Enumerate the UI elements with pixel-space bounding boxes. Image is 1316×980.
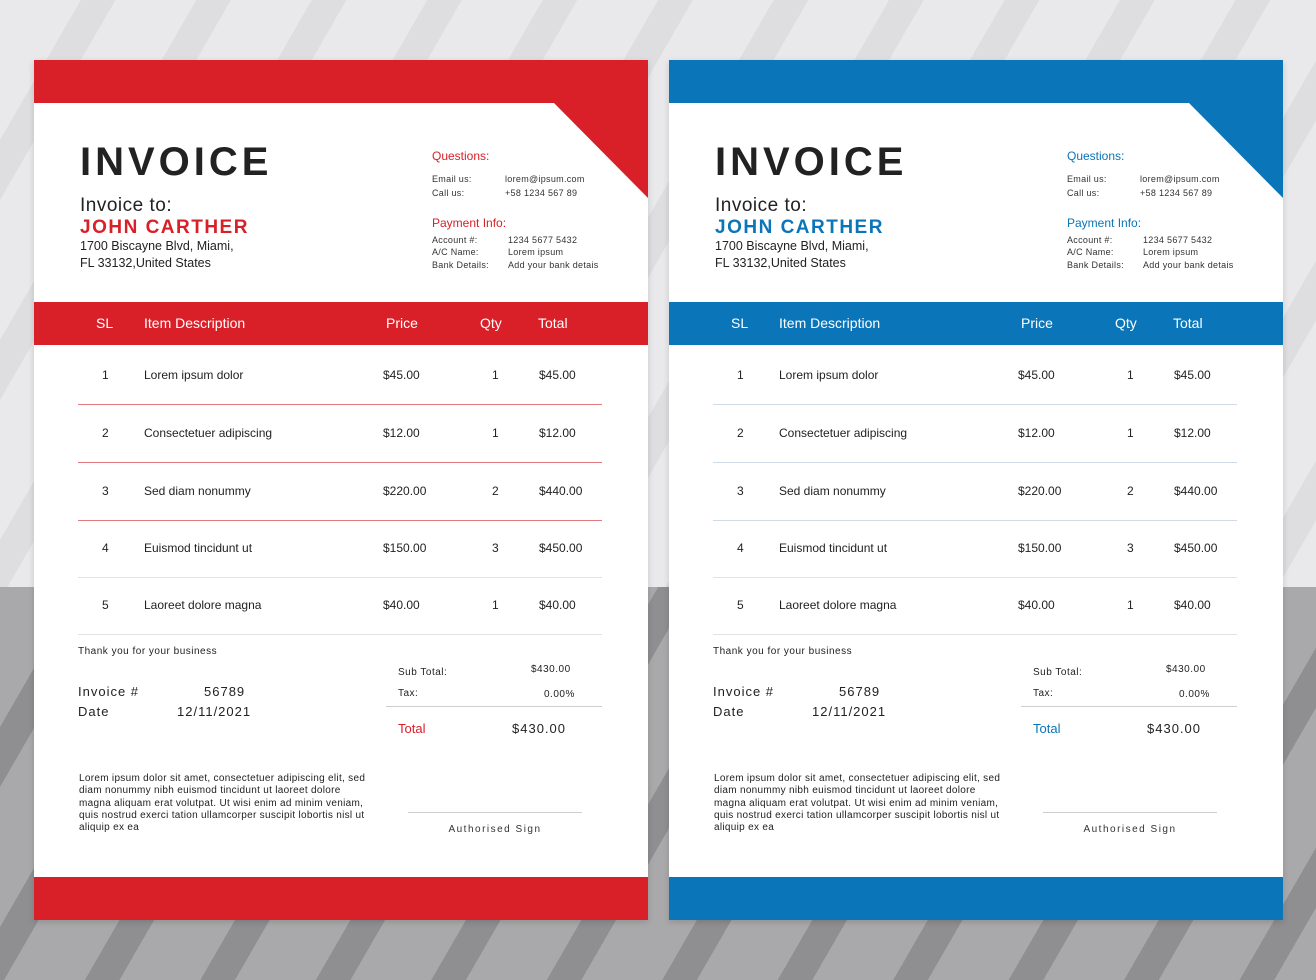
row-sl: 1 <box>102 368 109 382</box>
tax-value: 0.00% <box>544 689 575 700</box>
row-price: $40.00 <box>383 598 420 612</box>
address-line-1: 1700 Biscayne Blvd, Miami, <box>715 239 869 253</box>
row-price: $45.00 <box>383 368 420 382</box>
row-sl: 3 <box>737 484 744 498</box>
row-sl: 4 <box>737 541 744 555</box>
row-sl: 2 <box>102 426 109 440</box>
row-price: $150.00 <box>1018 541 1062 555</box>
column-header-qty: Qty <box>1115 315 1137 331</box>
row-qty: 1 <box>1127 368 1134 382</box>
row-price: $220.00 <box>383 484 427 498</box>
column-header-sl: SL <box>96 315 114 331</box>
table-row <box>713 577 1237 635</box>
row-description: Sed diam nonummy <box>144 484 251 498</box>
invoice-page-blue <box>669 60 1283 920</box>
signature-label: Authorised Sign <box>1083 824 1177 835</box>
account-value: 1234 5677 5432 <box>1143 235 1213 245</box>
row-total: $12.00 <box>1174 426 1211 440</box>
ac-name-label: A/C Name: <box>1067 247 1114 257</box>
terms-paragraph: Lorem ipsum dolor sit amet, consectetuer adipiscing elit, sed diam nonummy nibh euismod tincidunt ut laoreet dolore magna aliquam erat volutpat. Ut wisi enim ad minim veniam, quis nostrud exerci tation ullamcorper suscipit lobortis nisl ut aliquip ex ea <box>714 773 1001 834</box>
account-label: Account #: <box>432 235 478 245</box>
bank-details-value: Add your bank detais <box>1143 260 1234 270</box>
invoice-number-label: Invoice # <box>78 684 140 699</box>
client-name: JOHN CARTHER <box>80 217 249 238</box>
invoice-number: 56789 <box>204 684 246 699</box>
row-total: $45.00 <box>1174 368 1211 382</box>
table-row <box>713 520 1237 578</box>
column-header-total: Total <box>538 315 568 331</box>
invoice-title: INVOICE <box>715 140 908 184</box>
tax-value: 0.00% <box>1179 689 1210 700</box>
call-label: Call us: <box>1067 188 1100 198</box>
call-label: Call us: <box>432 188 465 198</box>
row-sl: 5 <box>102 598 109 612</box>
row-qty: 2 <box>1127 484 1134 498</box>
row-description: Consectetuer adipiscing <box>779 426 908 440</box>
payment-info-heading: Payment Info: <box>1067 216 1142 230</box>
table-row <box>78 347 602 405</box>
payment-info-heading: Payment Info: <box>432 216 507 230</box>
row-price: $220.00 <box>1018 484 1062 498</box>
row-price: $40.00 <box>1018 598 1055 612</box>
top-accent-band <box>669 60 1283 103</box>
row-description: Consectetuer adipiscing <box>144 426 273 440</box>
column-header-description: Item Description <box>144 315 246 331</box>
signature-label: Authorised Sign <box>448 824 542 835</box>
invoice-number: 56789 <box>839 684 881 699</box>
column-header-qty: Qty <box>480 315 502 331</box>
email-label: Email us: <box>1067 174 1107 184</box>
summary-divider <box>386 706 602 707</box>
row-description: Sed diam nonummy <box>779 484 886 498</box>
email-value: lorem@ipsum.com <box>505 174 585 184</box>
table-row <box>713 463 1237 521</box>
call-value: +58 1234 567 89 <box>1140 188 1213 198</box>
terms-paragraph: Lorem ipsum dolor sit amet, consectetuer adipiscing elit, sed diam nonummy nibh euismod tincidunt ut laoreet dolore magna aliquam erat volutpat. Ut wisi enim ad minim veniam, quis nostrud exerci tation ullamcorper suscipit lobortis nisl ut aliquip ex ea <box>79 773 366 834</box>
ac-name-label: A/C Name: <box>432 247 479 257</box>
subtotal-label: Sub Total: <box>1033 667 1083 678</box>
total-value: $430.00 <box>512 721 566 736</box>
row-total: $450.00 <box>1174 541 1218 555</box>
ac-name-value: Lorem ipsum <box>1143 247 1199 257</box>
top-accent-band <box>34 60 648 103</box>
signature-line <box>1043 812 1217 813</box>
table-row <box>713 405 1237 463</box>
table-row <box>78 577 602 635</box>
row-description: Euismod tincidunt ut <box>779 541 888 555</box>
date-label: Date <box>78 704 110 719</box>
thank-you-note: Thank you for your business <box>78 646 218 657</box>
bottom-accent-band <box>669 877 1283 920</box>
tax-label: Tax: <box>1033 688 1054 699</box>
table-header <box>669 302 1283 345</box>
row-total: $45.00 <box>539 368 576 382</box>
table-row <box>78 520 602 578</box>
row-description: Laoreet dolore magna <box>144 598 262 612</box>
row-sl: 4 <box>102 541 109 555</box>
row-price: $150.00 <box>383 541 427 555</box>
thank-you-note: Thank you for your business <box>713 646 853 657</box>
row-qty: 2 <box>492 484 499 498</box>
subtotal-value: $430.00 <box>1166 664 1206 675</box>
table-row <box>78 463 602 521</box>
questions-heading: Questions: <box>1067 149 1125 163</box>
subtotal-value: $430.00 <box>531 664 571 675</box>
row-price: $12.00 <box>1018 426 1055 440</box>
row-total: $450.00 <box>539 541 583 555</box>
total-value: $430.00 <box>1147 721 1201 736</box>
row-price: $45.00 <box>1018 368 1055 382</box>
row-sl: 5 <box>737 598 744 612</box>
column-header-description: Item Description <box>779 315 881 331</box>
row-qty: 3 <box>492 541 499 555</box>
total-label: Total <box>1033 721 1061 736</box>
signature-line <box>408 812 582 813</box>
tax-label: Tax: <box>398 688 419 699</box>
address-line-1: 1700 Biscayne Blvd, Miami, <box>80 239 234 253</box>
row-description: Laoreet dolore magna <box>779 598 897 612</box>
questions-heading: Questions: <box>432 149 490 163</box>
row-sl: 2 <box>737 426 744 440</box>
invoice-to-label: Invoice to: <box>80 195 173 216</box>
row-sl: 3 <box>102 484 109 498</box>
table-header <box>34 302 648 345</box>
row-price: $12.00 <box>383 426 420 440</box>
bank-details-label: Bank Details: <box>1067 260 1124 270</box>
row-qty: 3 <box>1127 541 1134 555</box>
account-label: Account #: <box>1067 235 1113 245</box>
invoice-date: 12/11/2021 <box>812 704 887 719</box>
column-header-sl: SL <box>731 315 749 331</box>
ac-name-value: Lorem ipsum <box>508 247 564 257</box>
address-line-2: FL 33132,United States <box>715 256 846 270</box>
total-label: Total <box>398 721 426 736</box>
row-qty: 1 <box>492 598 499 612</box>
client-name: JOHN CARTHER <box>715 217 884 238</box>
row-total: $12.00 <box>539 426 576 440</box>
column-header-price: Price <box>1021 315 1053 331</box>
table-row <box>713 347 1237 405</box>
account-value: 1234 5677 5432 <box>508 235 578 245</box>
row-description: Euismod tincidunt ut <box>144 541 253 555</box>
row-sl: 1 <box>737 368 744 382</box>
invoice-title: INVOICE <box>80 140 273 184</box>
bank-details-value: Add your bank detais <box>508 260 599 270</box>
row-qty: 1 <box>1127 426 1134 440</box>
email-label: Email us: <box>432 174 472 184</box>
address-line-2: FL 33132,United States <box>80 256 211 270</box>
column-header-total: Total <box>1173 315 1203 331</box>
date-label: Date <box>713 704 745 719</box>
email-value: lorem@ipsum.com <box>1140 174 1220 184</box>
invoice-to-label: Invoice to: <box>715 195 808 216</box>
summary-divider <box>1021 706 1237 707</box>
bottom-accent-band <box>34 877 648 920</box>
invoice-number-label: Invoice # <box>713 684 775 699</box>
row-description: Lorem ipsum dolor <box>779 368 879 382</box>
invoice-page-red <box>34 60 648 920</box>
row-total: $40.00 <box>539 598 576 612</box>
bank-details-label: Bank Details: <box>432 260 489 270</box>
row-qty: 1 <box>1127 598 1134 612</box>
row-qty: 1 <box>492 426 499 440</box>
row-description: Lorem ipsum dolor <box>144 368 244 382</box>
row-total: $440.00 <box>1174 484 1218 498</box>
row-total: $440.00 <box>539 484 583 498</box>
subtotal-label: Sub Total: <box>398 667 448 678</box>
invoice-date: 12/11/2021 <box>177 704 252 719</box>
row-qty: 1 <box>492 368 499 382</box>
column-header-price: Price <box>386 315 418 331</box>
table-row <box>78 405 602 463</box>
row-total: $40.00 <box>1174 598 1211 612</box>
call-value: +58 1234 567 89 <box>505 188 578 198</box>
